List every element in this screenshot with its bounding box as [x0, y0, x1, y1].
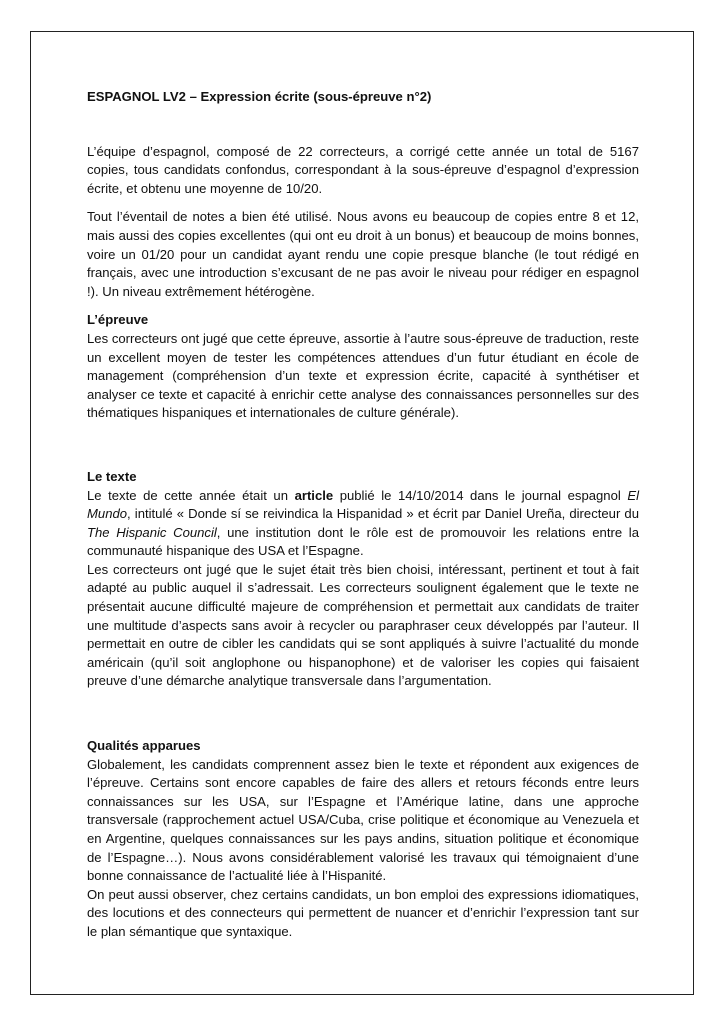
intro-paragraph-2: Tout l’éventail de notes a bien été utilisé. Nous avons eu beaucoup de copies entre 8 et 12, mais aussi des copies excellentes (qui ont eu droit à un bonus) et beaucoup de moins bonnes, voire un 01/20 pour un candidat ayant rendu une copie presque blanche (le tout rédigé en français, avec une introduction s’excusant de ne pas avoir le niveau pour rédiger en espagnol !). Un niveau extrêmement hétérogène.: [87, 209, 639, 299]
texte-p1-part-b: publié le 14/10/2014 dans le journal espagnol: [333, 487, 628, 503]
texte-p1-part-c: , intitulé « Donde sí se reivindica la Hispanidad » et écrit par Daniel Ureña, directeur du: [127, 506, 639, 522]
document-body: [87, 88, 639, 942]
texte-p1-italic-institution: The Hispanic Council: [87, 524, 217, 540]
qualites-paragraph-2: On peut aussi observer, chez certains candidats, un bon emploi des expressions idiomatiques, des locutions et des connecteurs qui permettent de nuancer et d’enrichir l’expression tant sur le plan sémantique que syntaxique.: [87, 886, 639, 939]
section-heading-qualites: Qualités apparues: [87, 738, 201, 754]
texte-p1-italic-newspaper: El Mundo: [87, 487, 639, 522]
intro-paragraph-1: L’équipe d’espagnol, composé de 22 correcteurs, a corrigé cette année un total de 5167 copies, tous candidats confondus, correspondant à la sous-épreuve d’espagnol d’expression écrite, et obtenu une moyenne de 10/20.: [87, 143, 639, 196]
section-heading-texte: Le texte: [87, 468, 137, 484]
texte-paragraph-1: [87, 487, 639, 561]
epreuve-paragraph: Les correcteurs ont jugé que cette épreuve, assortie à l’autre sous-épreuve de traduction, reste un excellent moyen de tester les compétences attendues d’un futur étudiant en école de management (compréhension d’un texte et expression écrite, capacité à synthétiser et analyser ce texte et capacité à enrichir cette analyse des connaissances personnelles sur des thématiques hispaniques et internationales de culture générale).: [87, 330, 639, 421]
texte-paragraph-2: Les correcteurs ont jugé que le sujet était très bien choisi, intéressant, pertinent et tout à fait adapté au public auquel il s’adressait. Les correcteurs soulignent également que le texte ne présentait aucune difficulté majeure de compréhension et permettait aux candidats de traiter une multitude d’aspects sans avoir à recycler ou paraphraser ceux développés par l’auteur. Il permettait en outre de cibler les candidats qui se sont appliqués à suivre l’actualité du monde américain (qu’il soit anglophone ou hispanophone) et de valoriser les copies qui faisaient preuve d’une démarche analytique transversale dans l’argumentation.: [87, 561, 639, 689]
texte-p1-part-d: , une institution dont le rôle est de promouvoir les relations entre la communauté hispanique des USA et l’Espagne.: [87, 524, 639, 559]
document-title: ESPAGNOL LV2 – Expression écrite (sous-épreuve n°2): [87, 89, 432, 104]
texte-p1-part-a: Le texte de cette année était un: [87, 487, 295, 503]
section-heading-epreuve: L’épreuve: [87, 312, 149, 328]
texte-p1-bold-article: article: [294, 487, 334, 503]
qualites-paragraph-1: Globalement, les candidats comprennent assez bien le texte et répondent aux exigences de l’épreuve. Certains sont encore capables de faire des allers et retours féconds entre leurs connaissances sur les USA, sur l’Espagne et l’Amérique latine, dans une approche transversale (rapprochement actuel USA/Cuba, crise politique et économique au Venezuela et en Argentine, quelques connaissances sur les pays andins, situation politique et économique de l’Espagne…). Nous avons considérablement valorisé les travaux qui témoignaient d’une bonne connaissance de l’actualité liée à l’Hispanité.: [87, 756, 639, 884]
